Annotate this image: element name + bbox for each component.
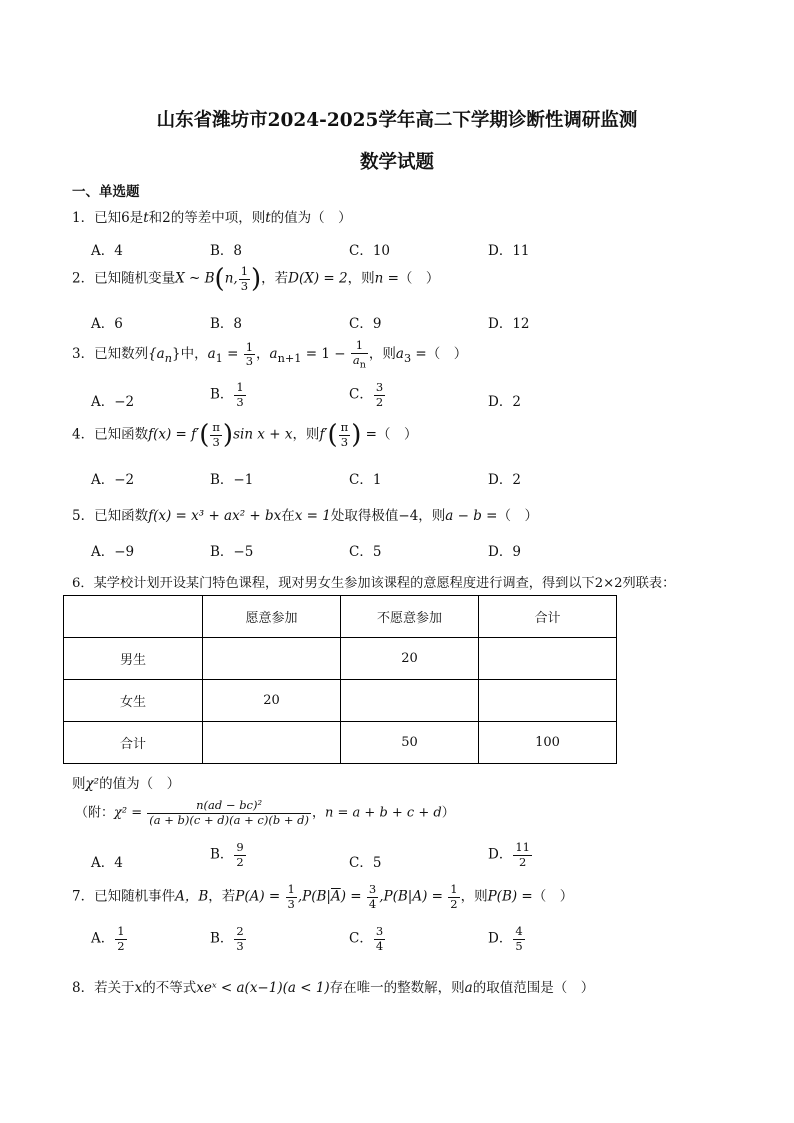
section-heading: 一、单选题 [72, 184, 140, 200]
q7-option-d: D． $\frac{4}{5}$ [488, 924, 523, 953]
q4-option-d: D．2 [488, 472, 521, 488]
page-title: 山东省潍坊市2024-2025学年高二下学期诊断性调研监测 [156, 110, 638, 131]
q5-option-d: D．9 [488, 544, 521, 560]
q6-option-d: D． $\frac{11}{2}$ [488, 840, 530, 869]
page-subtitle: 数学试题 [359, 152, 434, 173]
q2-option-a: A．6 [91, 316, 123, 332]
q7-option-b: B． $\frac{2}{3}$ [210, 924, 244, 953]
question-7-stem: 7．已知随机事件A，B，若P(A) = $\frac{1}{3}$ $,P(B|\overline{A})$ = $\frac{3}{4}$ ,P(B|A) = $\frac{1}{2}$ ，则P(B) =（ ） [72, 882, 574, 911]
table-cell [479, 638, 617, 680]
q3-option-d: D．2 [488, 394, 521, 410]
table-header: 不愿意参加 [341, 596, 479, 638]
table-header: 愿意参加 [203, 596, 341, 638]
q3-option-a: A．−2 [91, 394, 135, 410]
table-cell [479, 680, 617, 722]
table-cell [64, 596, 203, 638]
question-4-stem: 4．已知函数f(x) = f′( $\frac{\pi}{3}$ )sin x + x，则f′( $\frac{\pi}{3}$ ) =（ ） [72, 420, 418, 450]
q5-option-a: A．−9 [91, 544, 135, 560]
question-6-note: （附：χ² = $\frac{\text{n(ad − bc)²}}{(a + b)(c + d)(a + c)(b + d)}$ ，n = a + b + c + d） [75, 798, 455, 827]
table-row [64, 680, 617, 722]
table-header: 合计 [479, 596, 617, 638]
table-cell [203, 638, 341, 680]
table-cell: 20 [341, 638, 479, 680]
q2-option-d: D．12 [488, 316, 530, 332]
table-cell: 男生 [64, 638, 203, 680]
question-3-stem: 3．已知数列$\{a_n\}$中，$a_1$ = $\frac{1}{3}$ ，$a_{n+1} = 1$ − $\frac{1}{a_n}$ ，则$a_3$ =（ ） [72, 338, 468, 370]
q5-option-b: B．−5 [210, 544, 254, 560]
q3-option-b: B． $\frac{1}{3}$ [210, 380, 244, 409]
q4-option-c: C．1 [349, 472, 382, 488]
q1-option-c: C．10 [349, 243, 391, 259]
q7-option-c: C． $\frac{3}{4}$ [349, 924, 384, 953]
q6-option-a: A．4 [91, 855, 123, 871]
question-6-stem: 6．某学校计划开设某门特色课程，现对男女生参加该课程的意愿程度进行调查，得到以下2×2列联表： [72, 576, 676, 591]
question-8-stem: 8．若关于x的不等式xeˣ < a(x−1)(a < 1)存在唯一的整数解，则a的取值范围是（ ） [72, 980, 595, 996]
q2-option-b: B．8 [210, 316, 243, 332]
table-cell: 合计 [64, 722, 203, 764]
table-row [64, 638, 617, 680]
contingency-table [63, 595, 617, 764]
q1-option-d: D．11 [488, 243, 530, 259]
table-row [64, 596, 617, 638]
table-cell: 女生 [64, 680, 203, 722]
table-cell: 50 [341, 722, 479, 764]
q3-option-c: C． $\frac{3}{2}$ [349, 380, 384, 409]
q2-option-c: C．9 [349, 316, 382, 332]
question-1-stem: 1．已知6是t和2的等差中项，则t的值为（ ） [72, 210, 352, 226]
table-cell: 100 [479, 722, 617, 764]
q4-option-b: B．−1 [210, 472, 254, 488]
q6-option-b: B． $\frac{9}{2}$ [210, 840, 244, 869]
table-cell [341, 680, 479, 722]
table-cell [203, 722, 341, 764]
table-cell: 20 [203, 680, 341, 722]
question-2-stem: 2．已知随机变量X ~ B(n, $\frac{1}{3}$ )，若D(X) = 2，则n =（ ） [72, 264, 440, 294]
q7-option-a: A． $\frac{1}{2}$ [91, 924, 125, 953]
question-6-ask: 则χ²的值为（ ） [72, 776, 181, 792]
q2-fraction: $\frac{1}{3}$ [240, 264, 249, 293]
q5-option-c: C．5 [349, 544, 382, 560]
question-5-stem: 5．已知函数f(x) = x³ + ax² + bx在x = 1处取得极值−4，则a − b =（ ） [72, 508, 538, 524]
q6-option-c: C．5 [349, 855, 382, 871]
table-row [64, 722, 617, 764]
q1-option-b: B．8 [210, 243, 243, 259]
q1-option-a: A．4 [91, 243, 123, 259]
q4-option-a: A．−2 [91, 472, 135, 488]
